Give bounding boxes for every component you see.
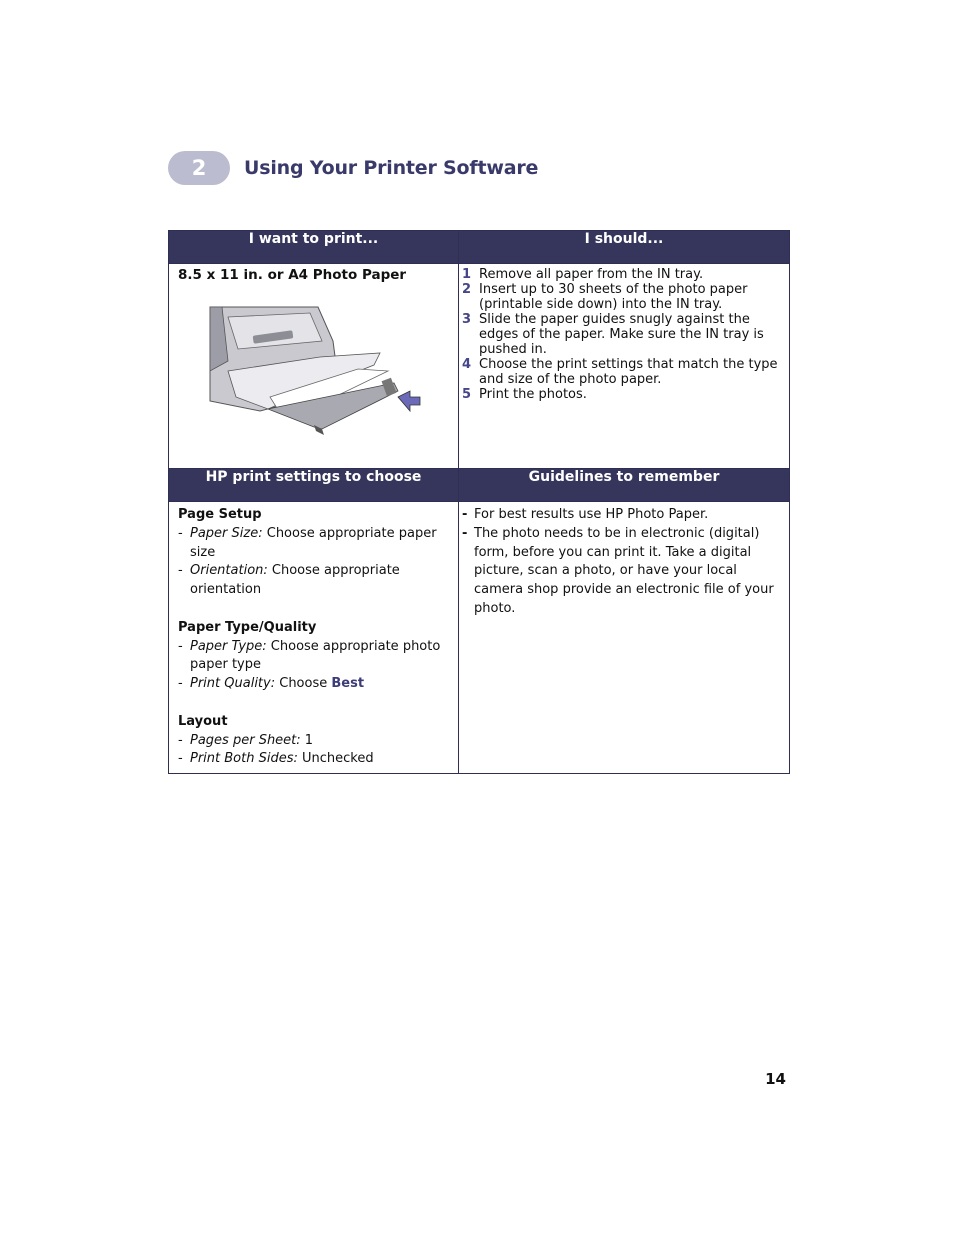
paper-title: 8.5 x 11 in. or A4 Photo Paper bbox=[178, 267, 407, 283]
steps-cell bbox=[459, 264, 790, 469]
list-item: 2 Insert up to 30 sheets of the photo paper (printable side down) into the IN tray. bbox=[462, 282, 748, 312]
steps-list bbox=[459, 264, 789, 402]
paper-type-cell bbox=[169, 264, 459, 469]
list-item: 5 Print the photos. bbox=[462, 387, 587, 402]
header-print-settings: HP print settings to choose bbox=[169, 469, 459, 502]
paper-type-quality-section bbox=[178, 619, 449, 694]
best-quality-value: Best bbox=[331, 676, 365, 692]
setting-row: - Print Both Sides: Unchecked bbox=[178, 751, 374, 767]
list-item: 4 Choose the print settings that match the type and size of the photo paper. bbox=[462, 357, 778, 387]
setting-row: - Print Quality: Choose Best bbox=[178, 676, 365, 692]
layout-section bbox=[178, 713, 449, 769]
section-title: Page Setup bbox=[178, 507, 262, 522]
chapter-heading bbox=[168, 150, 538, 186]
list-item: - For best results use HP Photo Paper. bbox=[462, 507, 709, 522]
setting-row: - Paper Type: Choose appropriate photo paper type bbox=[178, 638, 441, 673]
list-item: 1 Remove all paper from the IN tray. bbox=[462, 267, 704, 282]
page-setup-section bbox=[178, 506, 449, 600]
setting-row: - Pages per Sheet: 1 bbox=[178, 732, 314, 748]
chapter-title: Using Your Printer Software bbox=[244, 157, 539, 179]
chapter-number-badge: 2 bbox=[168, 151, 230, 185]
list-item: - The photo needs to be in electronic (digital) form, before you can print it. Take a digital picture, scan a photo, or have your local camera shop provide an electronic file of your photo. bbox=[462, 525, 774, 616]
page-number: 14 bbox=[765, 1070, 786, 1088]
setting-row: - Orientation: Choose appropriate orientation bbox=[178, 563, 400, 598]
header-guidelines: Guidelines to remember bbox=[459, 469, 790, 502]
list-item: 3 Slide the paper guides snugly against the edges of the paper. Make sure the IN tray is pushed in. bbox=[462, 312, 764, 357]
section-title: Paper Type/Quality bbox=[178, 619, 317, 635]
printer-photo-paper-illustration bbox=[198, 301, 428, 441]
settings-cell bbox=[169, 502, 459, 774]
header-want-to-print: I want to print... bbox=[169, 231, 459, 264]
header-i-should: I should... bbox=[459, 231, 790, 264]
guidelines-cell bbox=[459, 502, 790, 774]
photo-paper-table bbox=[168, 230, 790, 774]
section-title: Layout bbox=[178, 713, 228, 729]
setting-row: - Paper Size: Choose appropriate paper size bbox=[178, 525, 437, 560]
